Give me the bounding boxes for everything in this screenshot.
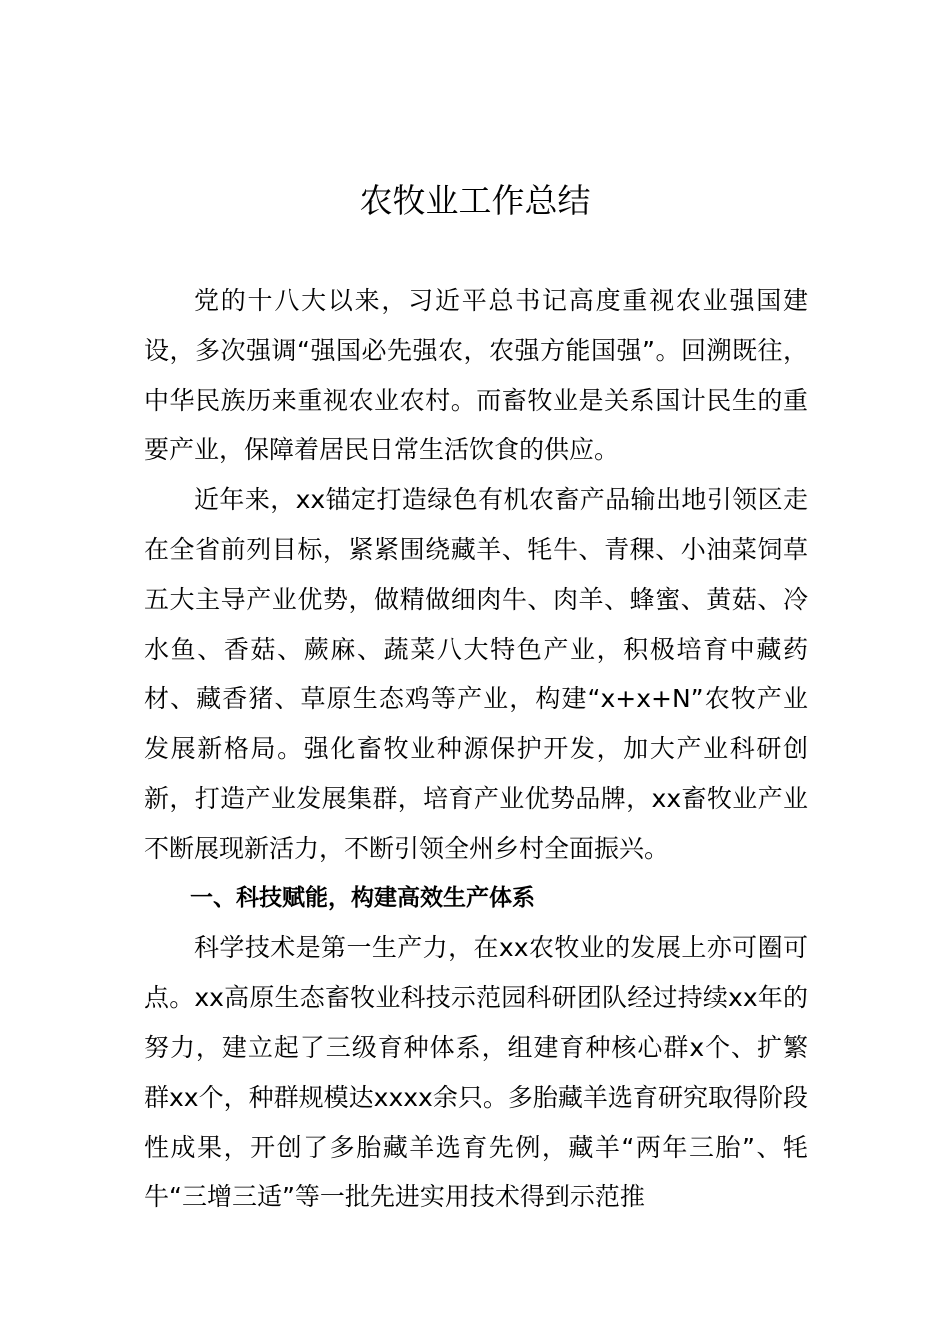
document-title: 农牧业工作总结 [359, 181, 591, 220]
document-body [144, 276, 808, 1222]
paragraph-section-one: 科学技术是第一生产力，在xx农牧业的发展上亦可圈可点。xx高原生态畜牧业科技示范园科研团队经过持续xx年的努力，建立起了三级育种体系，组建育种核心群x个、扩繁群xx个，种群规模达xxxx余只。多胎藏羊选育研究取得阶段性成果，开创了多胎藏羊选育先例，藏羊“两年三胎”、牦牛“三增三适”等一批先进实用技术得到示范推 [144, 933, 808, 1212]
paragraph-intro: 党的十八大以来，习近平总书记高度重视农业强国建设，多次强调“强国必先强农，农强方能国强”。回溯既往，中华民族历来重视农业农村。而畜牧业是关系国计民生的重要产业，保障着居民日常生活饮食的供应。 [144, 286, 808, 465]
section-heading: 一、科技赋能，构建高效生产体系 [190, 884, 535, 911]
paragraph-recent-years: 近年来，xx锚定打造绿色有机农畜产品输出地引领区走在全省前列目标，紧紧围绕藏羊、牦牛、青稞、小油菜饲草五大主导产业优势，做精做细肉牛、肉羊、蜂蜜、黄菇、冷水鱼、香菇、蕨麻、蔬菜八大特色产业，积极培育中藏药材、藏香猪、草原生态鸡等产业，构建“x+x+N”农牧产业发展新格局。强化畜牧业种源保护开发，加大产业科研创新，打造产业发展集群，培育产业优势品牌，xx畜牧业产业不断展现新活力，不断引领全州乡村全面振兴。 [144, 485, 808, 863]
